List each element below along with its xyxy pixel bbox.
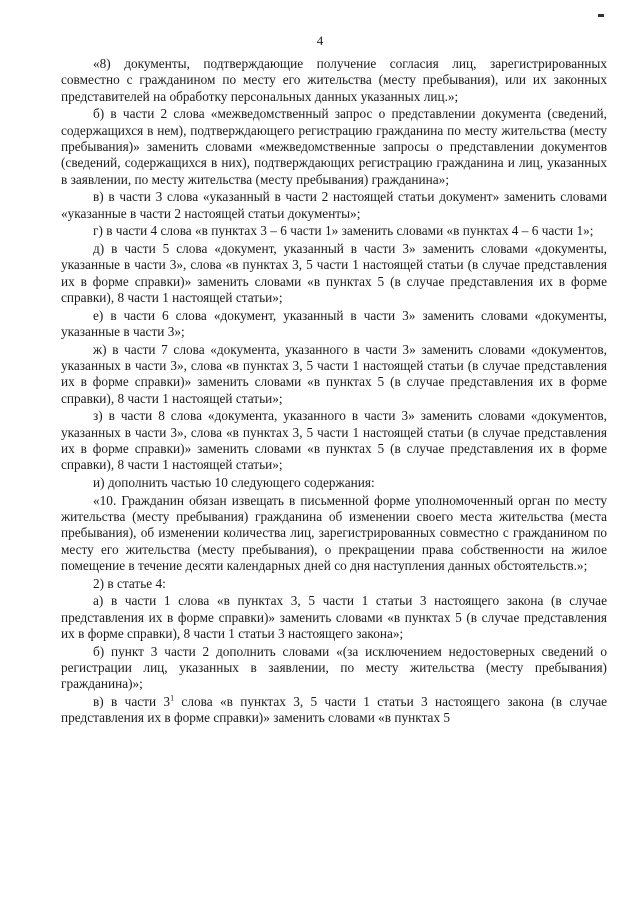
paragraph-b-point-3: б) пункт 3 части 2 дополнить словами «(за исключением недостоверных сведений о регистрации лиц, указанных в заявлении, по месту жительства (месту пребывания) гражданина)»; — [61, 643, 607, 692]
paragraph-g-part-4: г) в части 4 слова «в пунктах 3 – 6 части 1» заменить словами «в пунктах 4 – 6 части 1»; — [93, 223, 594, 239]
paragraph-v-lead: в) в части 3 — [93, 693, 171, 709]
paragraph-8-documents: «8) документы, подтверждающие получение согласия лиц, зарегистрированных совместно с гражданином по месту его жительства (месту пребывания), или их законных представителей на обработку персональных данных указанных лиц.»; — [61, 56, 607, 104]
paragraph-d-part-5: д) в части 5 слова «документ, указанный в части 3» заменить словами «документы, указанные в части 3», слова «в пунктах 3, 5 части 1 настоящей статьи (в случае представления их в форме справки)» заменить словами «в пунктах 5 (в случае представления их в форме справки), 8 части 1 настоящей статьи»; — [61, 240, 607, 305]
paragraph-zh-part-7: ж) в части 7 слова «документа, указанного в части 3» заменить словами «документов, указанных в части 3», слова «в пунктах 3, 5 части 1 настоящей статьи (в случае представления их в форме справки)» заменить словами «в пунктах 5 (в случае представления их в форме справки), 8 части 1 настоящей статьи»; — [61, 341, 607, 406]
document-body — [61, 56, 607, 728]
paragraph-v-rest: слова «в пунктах 3, 5 части 1 статьи 3 настоящего закона (в случае представления их в форме справки)» заменить словами «в пунктах 5 — [61, 693, 608, 726]
paragraph-i-part-10: и) дополнить частью 10 следующего содержания: — [93, 474, 375, 490]
paragraph-article-4: 2) в статье 4: — [93, 575, 166, 591]
paragraph-v-part-3-1 — [61, 694, 607, 727]
paragraph-v-part-3: в) в части 3 слова «указанный в части 2 настоящей статьи документ» заменить словами «указанные в части 2 настоящей статьи документы»; — [61, 189, 607, 221]
paragraph-e-part-6: е) в части 6 слова «документ, указанный в части 3» заменить словами «документы, указанные в части 3»; — [61, 307, 607, 339]
paragraph-part-10-text: «10. Гражданин обязан извещать в письменной форме уполномоченный орган по месту жительства (месту пребывания) гражданина об изменении своего места жительства (места пребывания), об изменении количества лиц, зарегистрированных совместно с гражданином по месту его жительства (месту пребывания), о прекращении права собственности на жилое помещение в течение десяти календарных дней со дня наступления данных обстоятельств.»; — [61, 492, 607, 573]
scan-mark — [598, 14, 604, 17]
page-number: 4 — [316, 33, 324, 48]
paragraph-b-part-2: б) в части 2 слова «межведомственный запрос о представлении документа (сведений, содержащихся в нем), подтверждающего регистрацию гражданина по месту жительства (месту пребывания)» заменить словами «межведомственные запросы о представлении документов (сведений, содержащихся в них), подтверждающих регистрацию гражданина и лиц, указанных в заявлении, по месту жительства (месту пребывания) гражданина»; — [61, 106, 607, 187]
superscript-mark: 1 — [170, 693, 175, 703]
paragraph-a-part-1: а) в части 1 слова «в пунктах 3, 5 части 1 статьи 3 настоящего закона (в случае представления их в форме справки)» заменить словами «в пунктах 5 (в случае представления их в форме справки), 8 части 1 статьи 3 настоящего закона»; — [61, 593, 607, 641]
paragraph-z-part-8: з) в части 8 слова «документа, указанного в части 3» заменить словами «документов, указанных в части 3», слова «в пунктах 3, 5 части 1 настоящей статьи (в случае представления их в форме справки)» заменить словами «в пунктах 5 (в случае представления их в форме справки), 8 части 1 настоящей статьи»; — [61, 408, 607, 473]
